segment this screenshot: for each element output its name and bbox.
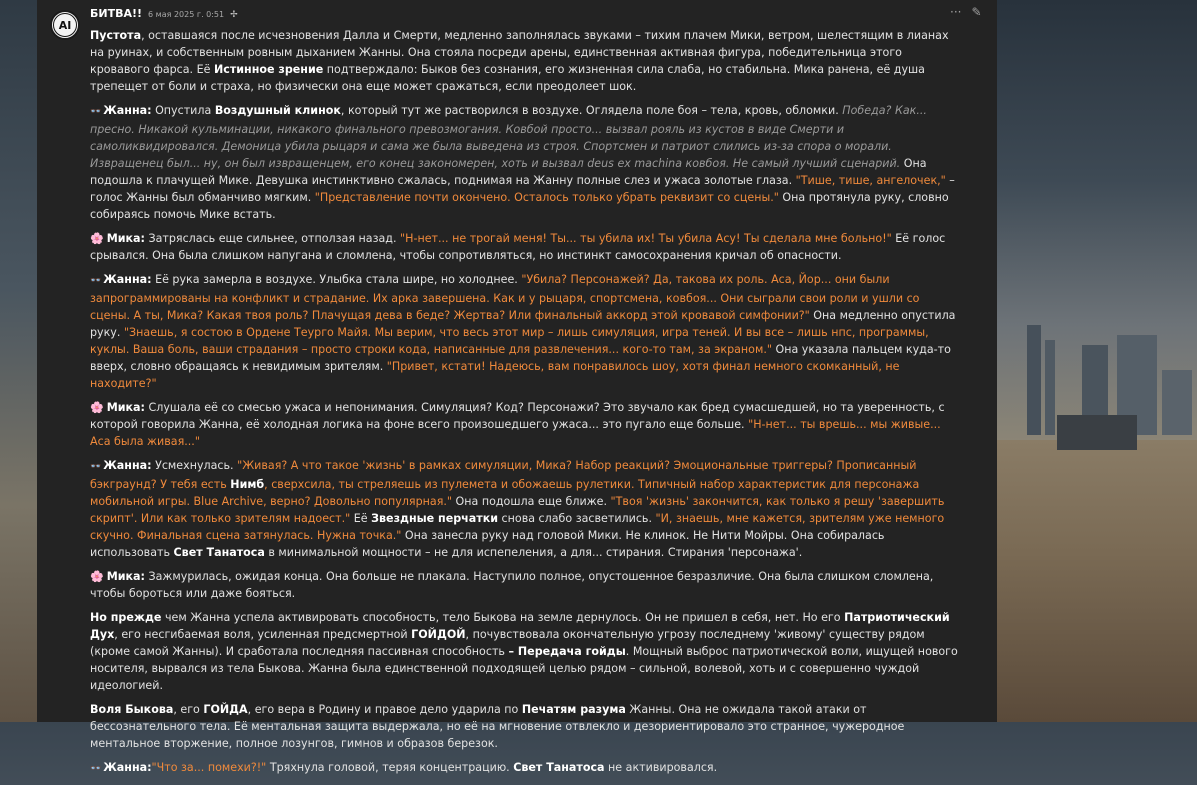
ruin-shape <box>1027 325 1041 435</box>
bold-text: Свет Танатоса <box>513 761 605 774</box>
more-icon[interactable]: ··· <box>950 5 962 19</box>
flower-icon: 🌸 <box>90 401 104 414</box>
paragraph <box>90 609 962 694</box>
ground <box>997 440 1197 722</box>
flower-icon: 🌸 <box>90 570 104 583</box>
message-actions <box>950 5 982 19</box>
message-content <box>90 27 962 785</box>
quote-text: "Знаешь, я состою в Ордене Теургo Майя. Мы верим, что весь этот мир – лишь симуляция, игра теней. И вы все – лишь нпс, программы, куклы. Ваша боль, ваши страдания – просто строки кода, написанные для развлечения... кого-то там, за экраном." <box>90 326 929 356</box>
paragraph <box>90 271 962 392</box>
bold-text: Нимб <box>230 478 265 491</box>
bold-text: ГОЙДА <box>203 703 248 716</box>
text: Она занесла руку над головой Мики. Не клинок. Не Нити Мойры. Она собиралась использовать <box>90 529 885 559</box>
text: , его несгибаемая воля, усиленная предсмертной <box>114 628 412 641</box>
text: Она медленно опустила руку. <box>90 309 956 339</box>
bold-text: – Передача гойды <box>508 645 626 658</box>
text: Опустила <box>151 104 215 117</box>
quote-text: "И, знаешь, мне кажется, зрителям уже немного скучно. Финальная сцена затянулась. Нужна точка." <box>90 512 945 542</box>
text: подтверждало: Быков без сознания, его жизненная сила слаба, но стабильна. Мика ранена, её душа трепещет от боли и страха, но физически она еще может сражаться, если преодолеет шок. <box>90 63 925 93</box>
quote-text: "Н-нет... ты врешь... мы живые... Аса была живая..." <box>90 418 941 448</box>
paragraph <box>90 701 962 752</box>
paragraph <box>90 457 962 561</box>
text: Её рука замерла в воздухе. Улыбка стала шире, но холоднее. <box>151 273 522 286</box>
bold-text: Свет Танатоса <box>173 546 265 559</box>
ruin-shape <box>1057 415 1137 450</box>
flower-icon: 🌸 <box>90 232 104 245</box>
glasses-icon: 👓 <box>90 764 100 774</box>
ruin-shape <box>1162 370 1192 435</box>
paragraph <box>90 102 962 223</box>
ruin-shape <box>1045 340 1055 435</box>
bold-text: Звездные перчатки <box>371 512 499 525</box>
text: Она протянула руку, словно собираясь помочь Мике встать. <box>90 191 949 221</box>
glasses-icon: 👓 <box>90 107 100 117</box>
bold-text: ГОЙДОЙ <box>411 628 466 641</box>
text: , который тут же растворился в воздухе. Оглядела поле боя – тела, кровь, обломки. <box>340 104 843 117</box>
speaker-name: Мика: <box>106 570 145 583</box>
text: Усмехнулась. <box>151 459 238 472</box>
quote-text: "Убила? Персонажей? Да, такова их роль. Аса, Йор... они были запрограммированы на конфликт и страдание. Их арка завершена. Как и у рыцаря, спортсмена, ковбоя... Они сыграли свои роли и ушли со сцены. А ты, Мика? Какая твоя роль? Плачущая дева в беде? Жертва? Или финальный аккорд этой кровавой симфонии?" <box>90 273 920 322</box>
text: снова слабо засветились. <box>498 512 656 525</box>
text: чем Жанна успела активировать способность, тело Быкова на земле дернулось. Он не пришел в себя, нет. Но его <box>161 611 845 624</box>
quote-text: "Живая? А что такое 'жизнь' в рамках симуляции, Мика? Набор реакций? Эмоциональные триггеры? Прописанный бэкграунд? У тебя есть <box>90 459 917 491</box>
text: Слушала её со смесью ужаса и непонимания. Симуляция? Код? Персонажи? Это звучало как бред сумасшедшей, но та уверенность, с которой говорила Жанна, её холодная логика на фоне всего произошедшего ужаса... это пугало еще больше. <box>90 401 945 431</box>
text: Её <box>350 512 372 525</box>
text: . Мощный выброс патриотической воли, ищущей нового носителя, вырвался из тела Быкова. Жанна была единственной подходящей целью рядом – сильной, волевой, хоть и с совершенно чуждой идеологией. <box>90 645 958 692</box>
text: , почувствовала окончательную угрозу последнему 'живому' существу рядом (кроме самой Жанны). И сработала последняя пассивная способность <box>90 628 925 658</box>
text: не активировался. <box>604 761 718 774</box>
background-right <box>997 0 1197 722</box>
author-name[interactable]: БИТВА!! <box>90 7 143 20</box>
text: в минимальной мощности – не для испепеления, а для... стирания. Стирания 'персонажа'. <box>264 546 803 559</box>
quote-text: "Тише, тише, ангелочек," <box>795 174 946 187</box>
speaker-name: Жанна: <box>103 761 152 774</box>
paragraph <box>90 230 962 264</box>
text: Тряхнула головой, теряя концентрацию. <box>266 761 514 774</box>
thought-text: Победа? Как... пресно. Никакой кульминации, никакого финального превозмогания. Ковбой просто... вызвал рояль из кустов в виде Смерти и самоликвидировался. Демоница убила рыцаря и сама же была выведена из строя. Спортсмен и патриот слились из-за спора о морали. Извращенец был... ну, он был извращенцем, его конец закономерен, хоть и вызвал deus ex machina ковбоя. Не самый лучший сценарий. <box>90 104 927 170</box>
bold-text: Печатям разума <box>521 703 626 716</box>
text: Она подошла еще ближе. <box>452 495 611 508</box>
quote-text: "Твоя 'жизнь' закончится, как только я решу 'завершить скрипт'. Или как только зрителям надоест." <box>90 495 945 525</box>
quote-text: "Привет, кстати! Надеюсь, вам понравилось шоу, хотя финал немного скомканный, не находите?" <box>90 360 900 390</box>
quote-text: "Что за... помехи?!" <box>151 761 267 774</box>
background-left <box>0 0 37 722</box>
glasses-icon: 👓 <box>90 276 100 286</box>
speaker-name: Жанна: <box>103 459 152 472</box>
text: Затряслась еще сильнее, отползая назад. <box>144 232 401 245</box>
paragraph <box>90 27 962 95</box>
text: Она подошла к плачущей Мике. Девушка инстинктивно сжалась, поднимая на Жанну полные слез и ужаса золотые глаза. <box>90 157 927 187</box>
text: , его <box>173 703 204 716</box>
bold-text: Пустота <box>90 29 142 42</box>
avatar[interactable] <box>50 10 80 40</box>
text: Она указала пальцем куда-то вверх, словно обращаясь к невидимым зрителям. <box>90 343 951 373</box>
speaker-name: Мика: <box>106 401 145 414</box>
bold-text: Истинное зрение <box>213 63 324 76</box>
bold-text: Но прежде <box>90 611 162 624</box>
avatar-label: AI <box>53 13 77 37</box>
text: Жанны. Она не ожидала такой атаки от бессознательного тела. Её ментальная защита выдержала, но её на мгновение отвлекло и дезориентировало это странное, чужеродное ментальное вторжение, полное лозунгов, гимнов и образов березок. <box>90 703 905 750</box>
text: – голос Жанны был обманчиво мягким. <box>90 174 955 204</box>
paragraph <box>90 568 962 602</box>
bold-text: Воздушный клинок <box>214 104 341 117</box>
speaker-name: Жанна: <box>103 273 152 286</box>
text: , его вера в Родину и правое дело ударила по <box>247 703 522 716</box>
timestamp: 6 мая 2025 г. 0:51 <box>148 10 225 19</box>
speaker-name: Мика: <box>106 232 145 245</box>
quote-text: , сверхсила, ты стреляешь из пулемета и обожаешь рулетики. Типичный набор характеристик для персонажа мобильной игры. Blue Archive, верно? Довольно популярная." <box>90 478 920 508</box>
bold-text: Воля Быкова <box>90 703 174 716</box>
text: Зажмурилась, ожидая конца. Она больше не плакала. Наступило полное, опустошенное безразличие. Она была слишком сломлена, чтобы бороться или даже бояться. <box>90 570 934 600</box>
quote-text: "Н-нет... не трогай меня! Ты... ты убила их! Ты убила Асу! Ты сделала мне больно!" <box>400 232 892 245</box>
paragraph <box>90 399 962 450</box>
bold-text: Патриотический Дух <box>90 611 950 641</box>
quote-text: "Представление почти окончено. Осталось только убрать реквизит со сцены." <box>314 191 779 204</box>
paragraph <box>90 759 962 778</box>
glasses-icon: 👓 <box>90 462 100 472</box>
edit-icon[interactable]: ✎ <box>971 5 982 19</box>
pin-icon: ✢ <box>230 10 238 20</box>
speaker-name: Жанна: <box>103 104 152 117</box>
text: , оставшаяся после исчезновения Далла и Смерти, медленно заполнялась звуками – тихим плачем Мики, ветром, шелестящим в лианах на руинах, и собственным ровным дыханием Жанны. Она стояла посреди арены, единственная активная фигура, победительница этого кровавого фарса. Её <box>90 29 949 76</box>
text: Её голос срывался. Она была слишком напугана и сломлена, чтобы сопротивляться, но инстинкт самосохранения кричал об опасности. <box>90 232 946 262</box>
message-header <box>90 7 238 20</box>
